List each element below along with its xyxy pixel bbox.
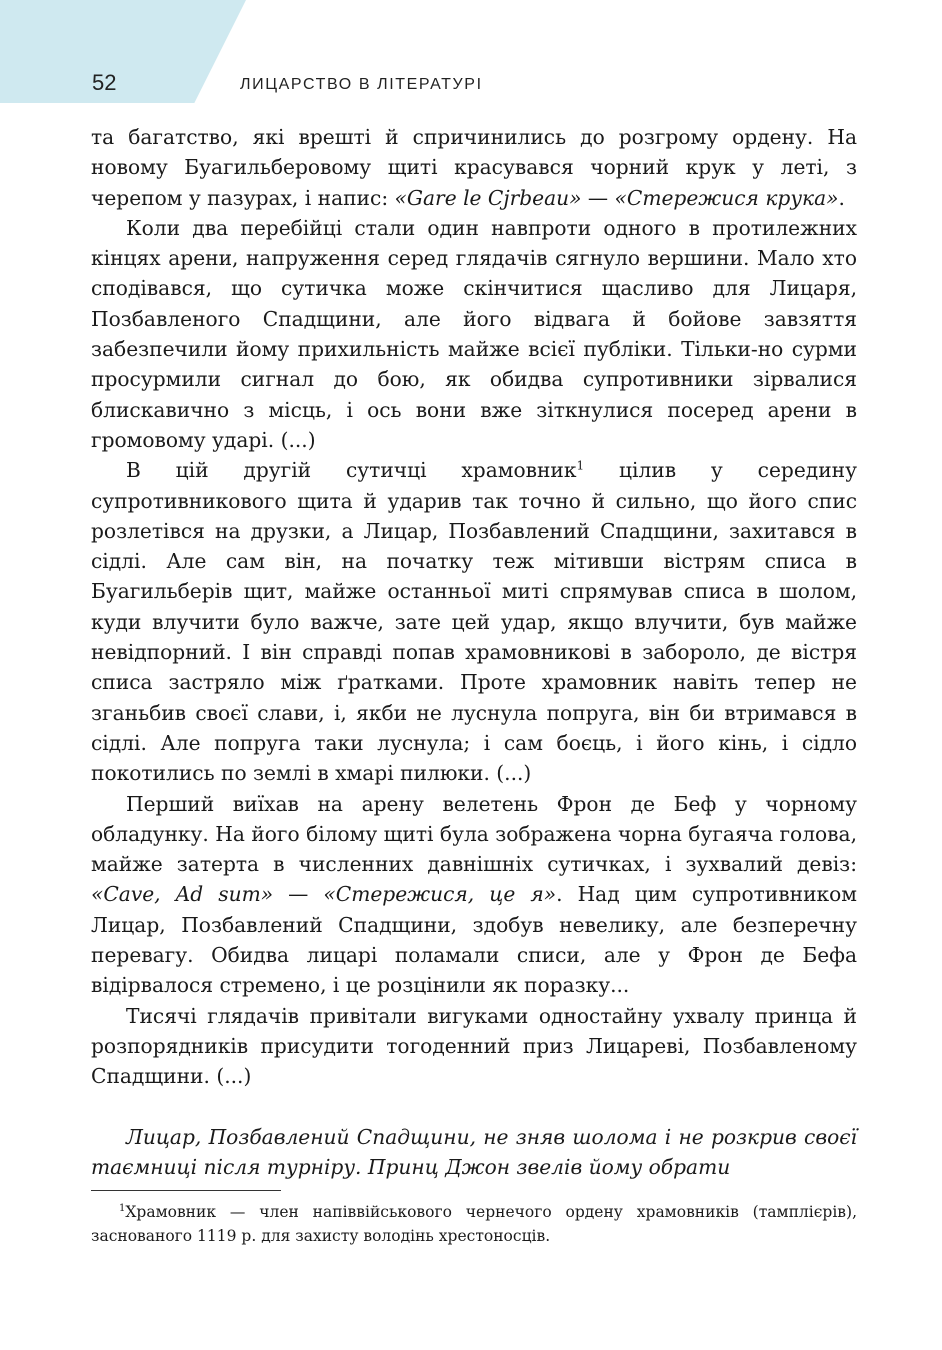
paragraph-2: Коли два перебійці стали один навпроти одного в протилежних кінцях арени, напруження серед глядачів сягнуло вершини. Мало хто сподівався, що сутичка може скінчитися щасливо для Лицаря, Позбавленого Спадщини, але його відвага й бойове завзяття забезпечили йому прихильність майже всієї публіки. Тільки-но сурми просурмили сигнал до бою, як обидва супротивники зірвалися блискавично з місць, і ось вони вже зіткнулися посеред арени в громовому ударі. (...) [91, 215, 857, 452]
paragraph-3 [91, 455, 857, 788]
running-title: ЛИЦАРСТВО В ЛІТЕРАТУРІ [240, 76, 483, 93]
footnote-ref: 1 [576, 458, 585, 473]
footnote-divider [91, 1190, 281, 1191]
body-text [91, 122, 857, 1182]
paragraph-3-text-a: В цій другій сутичці храмовник [126, 458, 577, 483]
paragraph-1-text: та багатство, які врешті й спричинились до розгрому ордену. На новому Буагильберовому щиті красувався чорний крук у леті, з черепом у пазурах, і напис: [91, 125, 857, 210]
paragraph-4-text-a: Перший виїхав на арену велетень Фрон де Беф у чорному обладунку. На його білому щиті була зображена чорна бугаяча голова, майже затерта в численних давнішніх сутичках, і зухвалий девіз: [91, 791, 857, 877]
paragraph-4-text-b: . Над цим супротивником Лицар, Позбавлений Спадщини, здобув невелику, але безперечну перевагу. Обидва лицарі поламали списи, але у Фрон де Бефа відірвалося стремено, і це розцінили як поразку... [91, 882, 857, 998]
motto-original: «Gare le Cjrbeau» [394, 185, 582, 210]
paragraph-1 [91, 122, 857, 213]
paragraph-5: Тисячі глядачів привітали вигуками одностайну ухвалу принца й розпорядників присудити тогоденний приз Лицареві, Позбавленому Спадщини. (...) [91, 1003, 857, 1089]
paragraph-4 [91, 789, 857, 1001]
dash: — [581, 185, 615, 210]
motto-translation: «Стережися крука» [614, 185, 839, 210]
period: . [838, 185, 845, 210]
footnote-marker: 1 [119, 1202, 126, 1214]
paragraph-6-italic: Лицар, Позбавлений Спадщини, не зняв шолома і не розкрив своєї таємниці після турніру. Принц Джон звелів йому обрати [91, 1124, 857, 1179]
motto-translation: «Стережися, це я» [323, 882, 557, 907]
footnote-text: Храмовник — член напіввійськового чернечого ордену храмовників (тамплієрів), заснованого 1119 р. для захисту володінь хрестоносців. [91, 1203, 857, 1245]
dash: — [273, 882, 324, 907]
footnote [91, 1200, 857, 1248]
paragraph-3-text-b: цілив у середину супротивникового щита й ударив так точно й сильно, що його спис розлетівся на друзки, а Лицар, Позбавлений Спадщини, захитався в сідлі. Але сам він, на початку теж мітивши вістрям списа в Буагильберів щит, майже останньої миті спрямував списа в шолом, куди влучити було важче, зате цей удар, якщо влучити, був майже невідпорний. І він справді попав храмовникові в забороло, де вістря списа застряло між ґратками. Проте храмовник навіть тепер не зганьбив своєї слави, і, якби не луснула попруга, він би втримався в сідлі. Але попруга таки луснула; і сам боєць, і його кінь, і сідло покотились по землі в хмарі пилюки. (...) [91, 458, 857, 786]
header-tab [0, 0, 246, 103]
motto-original: «Cave, Ad sum» [91, 882, 274, 907]
page-number: 52 [92, 70, 117, 95]
